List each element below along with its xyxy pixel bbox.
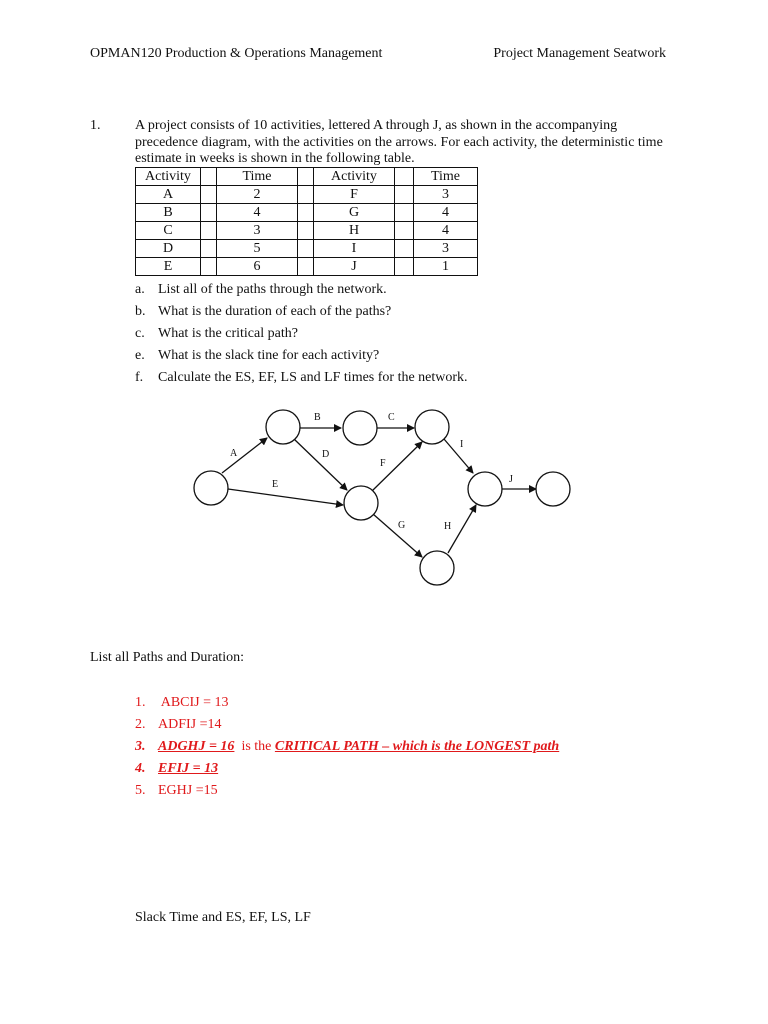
path-text: EGHJ =15 <box>158 783 218 798</box>
question-text: A project consists of 10 activities, lettered A through J, as shown in the accompanying precedence diagram, with the activities on the arrows. For each activity, the deterministic time estimate in weeks is shown in the following table. <box>135 118 663 166</box>
arrow-d <box>294 439 347 490</box>
table-cell: 6 <box>217 258 298 276</box>
path-suffix: is the <box>234 739 275 754</box>
table-cell: D <box>136 240 201 258</box>
table-cell: 3 <box>414 186 478 204</box>
list-item-letter: a. <box>135 282 145 297</box>
table-cell: 3 <box>414 240 478 258</box>
arrow-i <box>444 439 473 473</box>
arrow-label-b: B <box>314 412 321 423</box>
table-cell: 4 <box>414 204 478 222</box>
arrow-e <box>228 489 343 505</box>
network-node <box>343 411 377 445</box>
arrow-label-c: C <box>388 412 395 423</box>
table-cell: B <box>136 204 201 222</box>
network-node <box>420 551 454 585</box>
list-item <box>135 694 559 716</box>
arrow-label-h: H <box>444 521 452 532</box>
table-header-cell: Time <box>217 168 298 186</box>
path-number: 2. <box>135 717 146 732</box>
list-item-letter: c. <box>135 326 145 341</box>
list-item-text: What is the duration of each of the paths? <box>158 304 392 319</box>
header-document-title: Project Management Seatwork <box>493 46 666 61</box>
list-item-letter: f. <box>135 370 144 385</box>
paths-heading: List all Paths and Duration: <box>90 650 244 665</box>
table-cell: A <box>136 186 201 204</box>
table-header-cell: Activity <box>136 168 201 186</box>
path-number: 4. <box>135 761 146 776</box>
list-item <box>135 716 559 738</box>
table-cell: 4 <box>414 222 478 240</box>
table-header-cell: Activity <box>314 168 395 186</box>
list-item-letter: e. <box>135 348 145 363</box>
arrow-label-g: G <box>398 520 406 531</box>
path-text: ADFIJ =14 <box>158 717 222 732</box>
list-item-text: List all of the paths through the network. <box>158 282 387 297</box>
table-cell: 3 <box>217 222 298 240</box>
list-item-letter: b. <box>135 304 146 319</box>
path-text: ADGHJ = 16 <box>158 739 235 754</box>
header-course-title: OPMAN120 Production & Operations Management <box>90 46 383 61</box>
network-node <box>536 472 570 506</box>
arrow-h <box>448 505 476 553</box>
paths-list <box>135 694 559 804</box>
network-node <box>344 486 378 520</box>
arrow-label-j: J <box>509 474 513 485</box>
table-cell: 4 <box>217 204 298 222</box>
list-item <box>135 738 559 760</box>
network-node <box>266 410 300 444</box>
arrow-a <box>222 438 267 473</box>
arrow-label-d: D <box>322 449 330 460</box>
critical-path-note: CRITICAL PATH – which is the LONGEST path <box>274 739 560 754</box>
path-text: EFIJ = 13 <box>158 761 219 776</box>
path-number: 5. <box>135 783 146 798</box>
slack-heading: Slack Time and ES, EF, LS, LF <box>135 910 311 925</box>
list-item <box>135 782 559 804</box>
network-node <box>468 472 502 506</box>
list-item-text: What is the slack tine for each activity? <box>158 348 380 363</box>
network-node <box>194 471 228 505</box>
table-cell: J <box>314 258 395 276</box>
table-cell: I <box>314 240 395 258</box>
table-cell: G <box>314 204 395 222</box>
table-cell: 2 <box>217 186 298 204</box>
arrow-label-a: A <box>230 448 238 459</box>
table-cell: E <box>136 258 201 276</box>
arrow-label-i: I <box>460 439 464 450</box>
network-node <box>415 410 449 444</box>
table-cell: C <box>136 222 201 240</box>
path-number: 3. <box>135 739 146 754</box>
path-text: ABCIJ = 13 <box>158 695 229 710</box>
arrow-label-e: E <box>272 479 279 490</box>
path-number: 1. <box>135 695 146 710</box>
list-item <box>135 760 559 782</box>
arrow-label-f: F <box>380 458 386 469</box>
table-cell: H <box>314 222 395 240</box>
table-cell: 1 <box>414 258 478 276</box>
question-number: 1. <box>90 118 101 133</box>
list-item-text: Calculate the ES, EF, LS and LF times for the network. <box>158 370 468 385</box>
list-item-text: What is the critical path? <box>158 326 298 341</box>
table-header-cell: Time <box>414 168 478 186</box>
table-cell: 5 <box>217 240 298 258</box>
table-cell: F <box>314 186 395 204</box>
